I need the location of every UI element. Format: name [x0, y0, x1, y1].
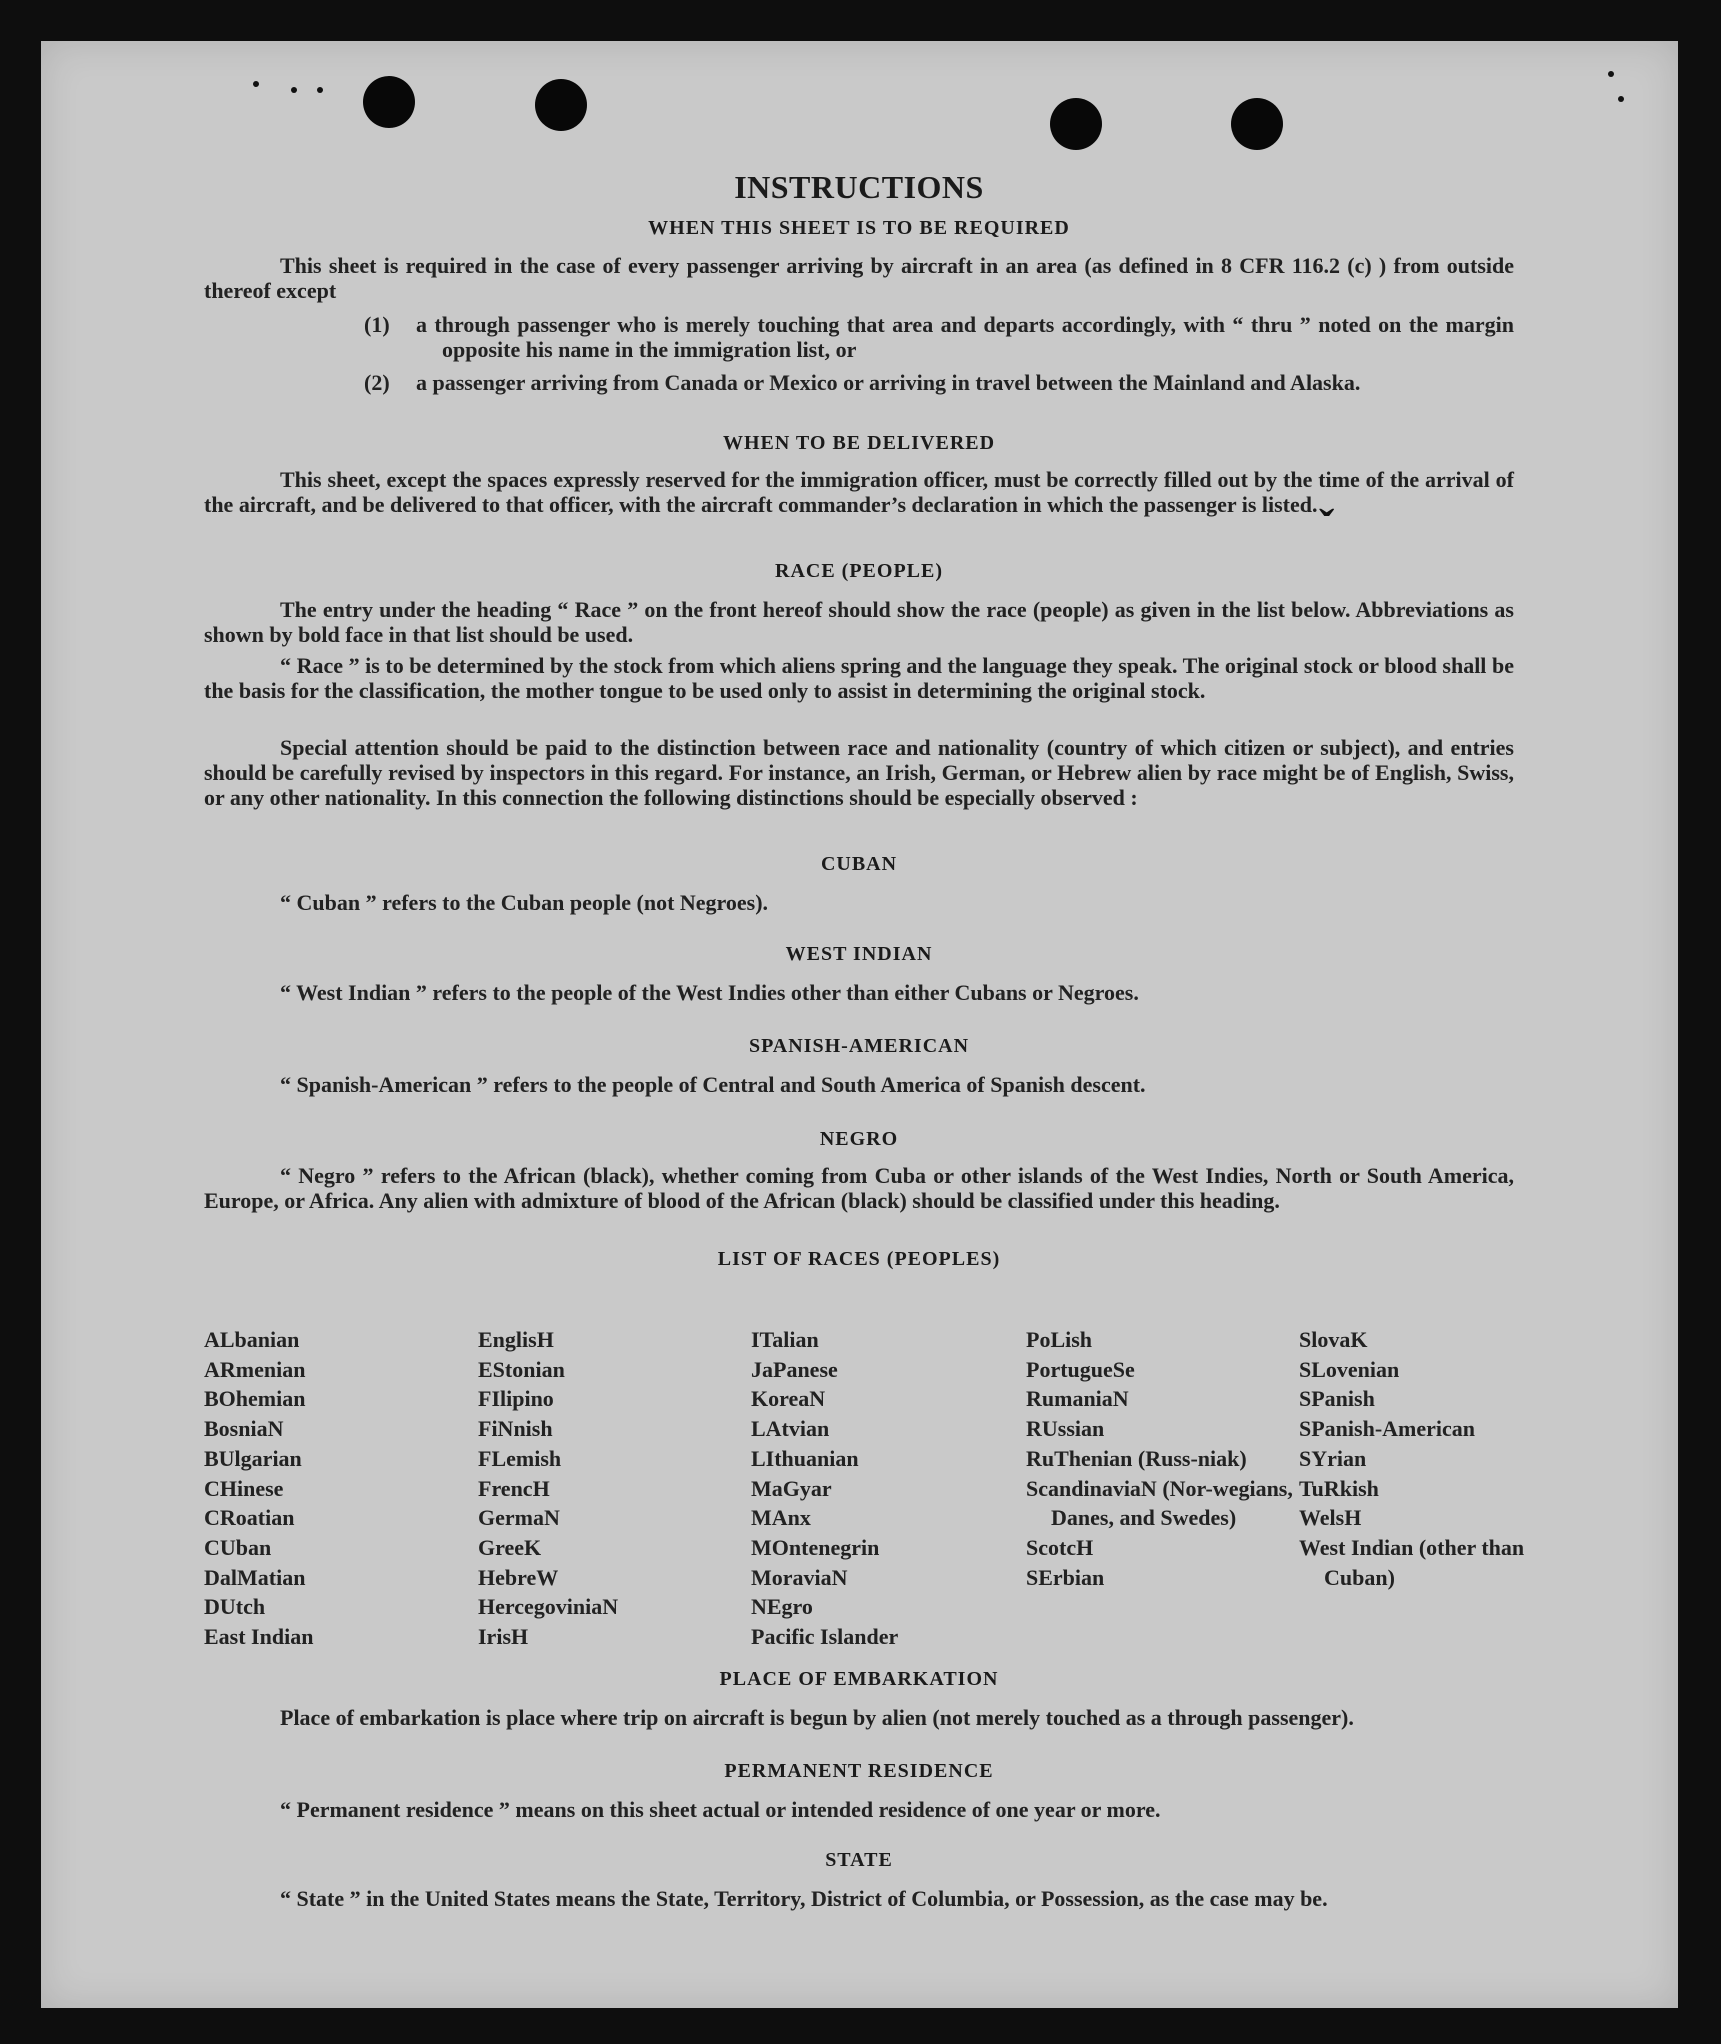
races-column: [1299, 1325, 1525, 1592]
race-entry: SlovaK: [1299, 1327, 1368, 1352]
section-heading-when-delivered: WHEN TO BE DELIVERED: [722, 432, 996, 454]
race-entry: LAtvian: [751, 1416, 830, 1442]
item-number: (2): [364, 370, 390, 395]
race-entry: IrisH: [478, 1624, 529, 1650]
race-entry: SPanish-American: [1299, 1416, 1475, 1442]
race-entry: West Indian (other than Cuban): [1299, 1534, 1525, 1590]
section-heading-cuban: CUBAN: [820, 853, 898, 875]
item-number: (1): [364, 312, 390, 337]
race-entry: GreeK: [478, 1534, 542, 1560]
race-entry: PortugueSe: [1026, 1356, 1135, 1382]
section-heading-west-indian: WEST INDIAN: [785, 943, 933, 965]
race-entry: RUssian: [1026, 1416, 1105, 1442]
race-entry: FrencH: [478, 1475, 550, 1501]
when-required-intro: This sheet is required in the case of every passenger arriving by aircraft in an area (as defined in 8 CFR 116.2 (c) ) from outside thereof except: [204, 253, 1514, 303]
section-heading-list-of-races: LIST OF RACES (PEOPLES): [717, 1248, 1001, 1270]
race-paragraph: “ Race ” is to be determined by the stock from which aliens spring and the language they speak. The original stock or blood shall be the basis for the classification, the mother tongue to be used only to assist in determining the original stock.: [204, 653, 1514, 703]
item-text: a through passenger who is merely touching that area and departs accordingly, with “ thru ” noted on the margin opposite his name in the immigration list, or: [416, 312, 1514, 362]
race-entry: RuThenian (Russ-niak): [1026, 1445, 1247, 1471]
race-entry: ARmenian: [204, 1356, 306, 1382]
race-entry: MoraviaN: [751, 1564, 848, 1590]
race-paragraph: Special attention should be paid to the distinction between race and nationality (country of which citizen or subject), and entries should be carefully revised by inspectors in this regard. For instance, an Irish, German, or Hebrew alien by race might be of English, Swiss, or any other nationality. In this connection the following distinctions should be especially observed :: [204, 735, 1514, 810]
race-entry: DUtch: [204, 1594, 266, 1620]
race-entry: CUban: [204, 1534, 272, 1560]
west-indian-text: “ West Indian ” refers to the people of the West Indies other than either Cubans or Negroes.: [280, 980, 1139, 1005]
section-heading-when-required: WHEN THIS SHEET IS TO BE REQUIRED: [648, 217, 1070, 239]
race-entry: SPanish: [1299, 1386, 1375, 1412]
spanish-american-text: “ Spanish-American ” refers to the people of Central and South America of Spanish descent.: [280, 1072, 1146, 1097]
race-entry: FLemish: [478, 1445, 562, 1471]
race-entry: HebreW: [478, 1564, 559, 1590]
races-column: [478, 1325, 738, 1652]
section-heading-spanish-american: SPANISH-AMERICAN: [748, 1035, 970, 1057]
race-entry: FiNnish: [478, 1416, 553, 1442]
race-entry: BUlgarian: [204, 1445, 302, 1471]
races-column: [1026, 1325, 1293, 1592]
races-list: [204, 1325, 1525, 1655]
list-item: [364, 312, 1514, 362]
cuban-text: “ Cuban ” refers to the Cuban people (not Negroes).: [280, 890, 769, 915]
race-entry: WelsH: [1299, 1505, 1362, 1531]
when-delivered-text: This sheet, except the spaces expressly reserved for the immigration officer, must be correctly filled out by the time of the arrival of the aircraft, and be delivered to that officer, with the aircraft commander’s declaration in which the passenger is listed.: [204, 467, 1514, 517]
race-entry: NEgro: [751, 1594, 813, 1620]
instructions-body: [204, 41, 1525, 2008]
item-text: a passenger arriving from Canada or Mexico or arriving in travel between the Mainland and Alaska.: [416, 370, 1361, 395]
embarkation-text: Place of embarkation is place where trip on aircraft is begun by alien (not merely touched as a through passenger).: [280, 1705, 1354, 1730]
race-paragraph: The entry under the heading “ Race ” on the front hereof should show the race (people) as given in the list below. Abbreviations as shown by bold face in that list should be used.: [204, 597, 1514, 647]
race-entry: TuRkish: [1299, 1475, 1379, 1501]
race-entry: ScotcH: [1026, 1534, 1094, 1560]
race-entry: DalMatian: [204, 1564, 306, 1590]
page-title: INSTRUCTIONS: [734, 169, 984, 205]
list-item: [364, 370, 1514, 395]
section-heading-residence: PERMANENT RESIDENCE: [724, 1760, 994, 1782]
race-entry: KoreaN: [751, 1386, 826, 1412]
section-heading-negro: NEGRO: [819, 1128, 899, 1150]
pen-mark: ˇ: [1319, 500, 1335, 551]
race-entry: JaPanese: [751, 1356, 838, 1382]
races-column: [751, 1325, 1011, 1652]
race-entry: BOhemian: [204, 1386, 306, 1412]
race-entry: GermaN: [478, 1505, 560, 1531]
section-heading-race: RACE (PEOPLE): [775, 560, 943, 582]
race-entry: MOntenegrin: [751, 1534, 880, 1560]
race-entry: RumaniaN: [1026, 1386, 1129, 1412]
race-entry: LIthuanian: [751, 1445, 859, 1471]
residence-text: “ Permanent residence ” means on this sheet actual or intended residence of one year or more.: [280, 1797, 1161, 1822]
negro-text: “ Negro ” refers to the African (black), whether coming from Cuba or other islands of the West Indies, North or South America, Europe, or Africa. Any alien with admixture of blood of the African (black) should be classified under this heading.: [204, 1163, 1514, 1213]
race-entry: ScandinaviaN (Nor-wegians, Danes, and Swedes): [1026, 1475, 1293, 1531]
race-entry: East Indian: [204, 1624, 314, 1650]
race-entry: HercegoviniaN: [478, 1594, 619, 1620]
section-heading-embarkation: PLACE OF EMBARKATION: [719, 1668, 999, 1690]
speck: [1608, 71, 1614, 77]
race-entry: EnglisH: [478, 1327, 554, 1352]
race-entry: BosniaN: [204, 1416, 284, 1442]
speck: [1618, 96, 1624, 102]
race-entry: MaGyar: [751, 1475, 832, 1501]
race-entry: CRoatian: [204, 1505, 295, 1531]
race-entry: MAnx: [751, 1505, 811, 1531]
race-entry: ITalian: [751, 1327, 819, 1352]
race-entry: SLovenian: [1299, 1356, 1400, 1382]
race-entry: Pacific Islander: [751, 1624, 899, 1650]
race-entry: EStonian: [478, 1356, 565, 1382]
race-entry: SYrian: [1299, 1445, 1367, 1471]
race-entry: ALbanian: [204, 1327, 300, 1352]
races-column: [204, 1325, 464, 1652]
state-text: “ State ” in the United States means the State, Territory, District of Columbia, or Possession, as the case may be.: [280, 1886, 1328, 1911]
document-page: [41, 41, 1678, 2008]
race-entry: PoLish: [1026, 1327, 1093, 1352]
section-heading-state: STATE: [825, 1849, 893, 1871]
race-entry: CHinese: [204, 1475, 284, 1501]
race-entry: SErbian: [1026, 1564, 1105, 1590]
race-entry: FIlipino: [478, 1386, 554, 1412]
